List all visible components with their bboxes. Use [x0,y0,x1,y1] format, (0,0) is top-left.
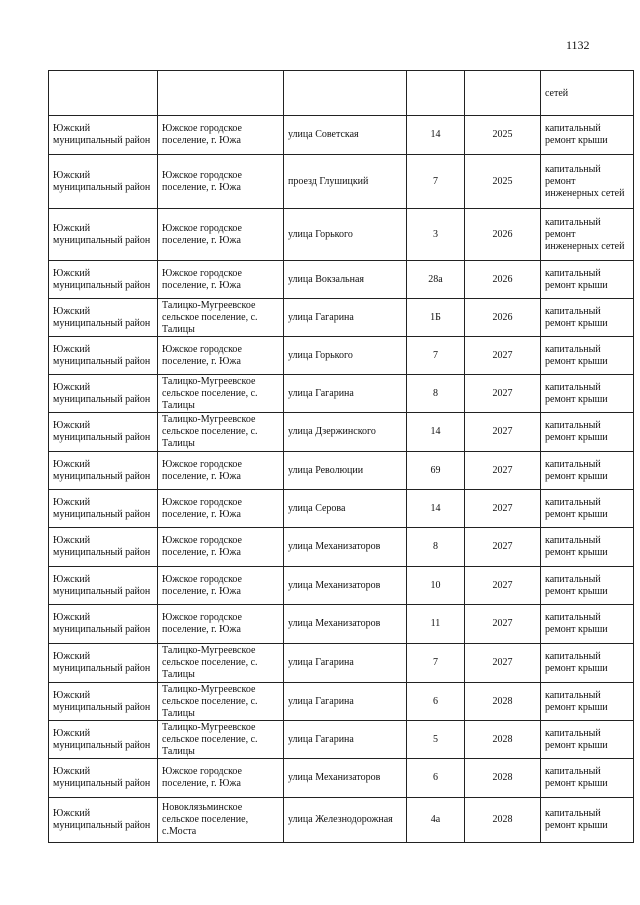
cell-settlement: Южское городское поселение, г. Южа [158,567,284,605]
cell-year: 2027 [465,375,541,413]
cell-street: улица Гагарина [284,644,407,683]
cell-year: 2027 [465,567,541,605]
page-number: 1132 [566,38,590,52]
table-row [49,528,634,567]
cell-district: Южский муниципальный район [49,490,158,528]
table-row [49,413,634,452]
cell-street: улица Гагарина [284,683,407,721]
cell-street [284,71,407,116]
cell-year: 2025 [465,116,541,155]
cell-year: 2027 [465,528,541,567]
cell-year: 2027 [465,413,541,452]
cell-street: улица Революции [284,452,407,490]
cell-street: улица Серова [284,490,407,528]
cell-work: капитальный ремонт крыши [541,337,634,375]
table-row [49,116,634,155]
cell-district: Южский муниципальный район [49,644,158,683]
cell-house: 7 [407,644,465,683]
table-row [49,490,634,528]
cell-district: Южский муниципальный район [49,798,158,843]
cell-street: улица Советская [284,116,407,155]
cell-street: улица Механизаторов [284,759,407,798]
cell-street: улица Дзержинского [284,413,407,452]
cell-street: улица Гагарина [284,299,407,337]
cell-district: Южский муниципальный район [49,299,158,337]
cell-district: Южский муниципальный район [49,528,158,567]
cell-work: капитальный ремонт крыши [541,683,634,721]
table-row [49,567,634,605]
cell-year: 2026 [465,261,541,299]
cell-settlement: Южское городское поселение, г. Южа [158,116,284,155]
cell-settlement: Талицко-Мугреевское сельское поселение, с. Талицы [158,644,284,683]
cell-district: Южский муниципальный район [49,261,158,299]
cell-house: 4а [407,798,465,843]
cell-street: улица Механизаторов [284,605,407,644]
cell-street: улица Горького [284,209,407,261]
cell-house: 1Б [407,299,465,337]
cell-district [49,71,158,116]
cell-street: улица Механизаторов [284,567,407,605]
cell-settlement: Новоклязьминское сельское поселение, с.Моста [158,798,284,843]
table-row [49,375,634,413]
cell-work: капитальный ремонт крыши [541,452,634,490]
table-body [49,71,634,843]
cell-work: капитальный ремонт крыши [541,644,634,683]
cell-settlement: Талицко-Мугреевское сельское поселение, с. Талицы [158,413,284,452]
cell-year [465,71,541,116]
cell-work: капитальный ремонт крыши [541,299,634,337]
register-table [48,70,634,843]
cell-settlement: Талицко-Мугреевское сельское поселение, с. Талицы [158,375,284,413]
cell-street: улица Механизаторов [284,528,407,567]
cell-settlement [158,71,284,116]
cell-house: 14 [407,490,465,528]
cell-settlement: Талицко-Мугреевское сельское поселение, с. Талицы [158,683,284,721]
cell-work: капитальный ремонт крыши [541,490,634,528]
cell-house: 8 [407,528,465,567]
cell-district: Южский муниципальный район [49,337,158,375]
cell-house: 14 [407,116,465,155]
cell-house: 6 [407,683,465,721]
table-row [49,155,634,209]
cell-settlement: Южское городское поселение, г. Южа [158,155,284,209]
cell-house: 11 [407,605,465,644]
cell-year: 2028 [465,683,541,721]
cell-district: Южский муниципальный район [49,605,158,644]
cell-work: сетей [541,71,634,116]
cell-settlement: Южское городское поселение, г. Южа [158,337,284,375]
cell-year: 2027 [465,490,541,528]
cell-district: Южский муниципальный район [49,567,158,605]
cell-settlement: Талицко-Мугреевское сельское поселение, с. Талицы [158,299,284,337]
cell-settlement: Южское городское поселение, г. Южа [158,528,284,567]
cell-work: капитальный ремонт крыши [541,721,634,759]
cell-district: Южский муниципальный район [49,721,158,759]
table-row [49,299,634,337]
table-row-continuation [49,71,634,116]
cell-district: Южский муниципальный район [49,683,158,721]
cell-settlement: Талицко-Мугреевское сельское поселение, с. Талицы [158,721,284,759]
cell-year: 2027 [465,452,541,490]
cell-year: 2027 [465,644,541,683]
cell-street: улица Горького [284,337,407,375]
cell-house: 8 [407,375,465,413]
table-row [49,798,634,843]
table-row [49,721,634,759]
cell-district: Южский муниципальный район [49,116,158,155]
cell-street: улица Гагарина [284,721,407,759]
cell-work: капитальный ремонт крыши [541,528,634,567]
cell-work: капитальный ремонт крыши [541,413,634,452]
cell-street: улица Железнодорожная [284,798,407,843]
cell-house: 14 [407,413,465,452]
cell-house: 3 [407,209,465,261]
cell-street: улица Вокзальная [284,261,407,299]
cell-work: капитальный ремонт крыши [541,116,634,155]
cell-settlement: Южское городское поселение, г. Южа [158,759,284,798]
cell-district: Южский муниципальный район [49,413,158,452]
cell-work: капитальный ремонт крыши [541,605,634,644]
cell-house: 5 [407,721,465,759]
cell-work: капитальный ремонт крыши [541,567,634,605]
cell-settlement: Южское городское поселение, г. Южа [158,261,284,299]
cell-year: 2027 [465,337,541,375]
cell-house: 69 [407,452,465,490]
table-row [49,683,634,721]
cell-work: капитальный ремонт инженерных сетей [541,209,634,261]
table-row [49,644,634,683]
cell-settlement: Южское городское поселение, г. Южа [158,605,284,644]
cell-year: 2028 [465,721,541,759]
cell-district: Южский муниципальный район [49,209,158,261]
cell-work: капитальный ремонт крыши [541,261,634,299]
cell-year: 2028 [465,759,541,798]
cell-year: 2028 [465,798,541,843]
cell-house: 10 [407,567,465,605]
table-row [49,337,634,375]
cell-house [407,71,465,116]
table-row [49,759,634,798]
cell-year: 2027 [465,605,541,644]
cell-house: 7 [407,155,465,209]
cell-settlement: Южское городское поселение, г. Южа [158,452,284,490]
cell-district: Южский муниципальный район [49,759,158,798]
cell-work: капитальный ремонт крыши [541,798,634,843]
table-row [49,209,634,261]
cell-street: улица Гагарина [284,375,407,413]
cell-street: проезд Глушицкий [284,155,407,209]
cell-year: 2026 [465,209,541,261]
cell-house: 7 [407,337,465,375]
table-row [49,261,634,299]
cell-settlement: Южское городское поселение, г. Южа [158,209,284,261]
cell-district: Южский муниципальный район [49,155,158,209]
cell-work: капитальный ремонт крыши [541,759,634,798]
table-row [49,605,634,644]
cell-year: 2026 [465,299,541,337]
cell-house: 6 [407,759,465,798]
cell-district: Южский муниципальный район [49,452,158,490]
cell-work: капитальный ремонт крыши [541,375,634,413]
cell-district: Южский муниципальный район [49,375,158,413]
table-row [49,452,634,490]
cell-house: 28а [407,261,465,299]
cell-work: капитальный ремонт инженерных сетей [541,155,634,209]
cell-year: 2025 [465,155,541,209]
cell-settlement: Южское городское поселение, г. Южа [158,490,284,528]
